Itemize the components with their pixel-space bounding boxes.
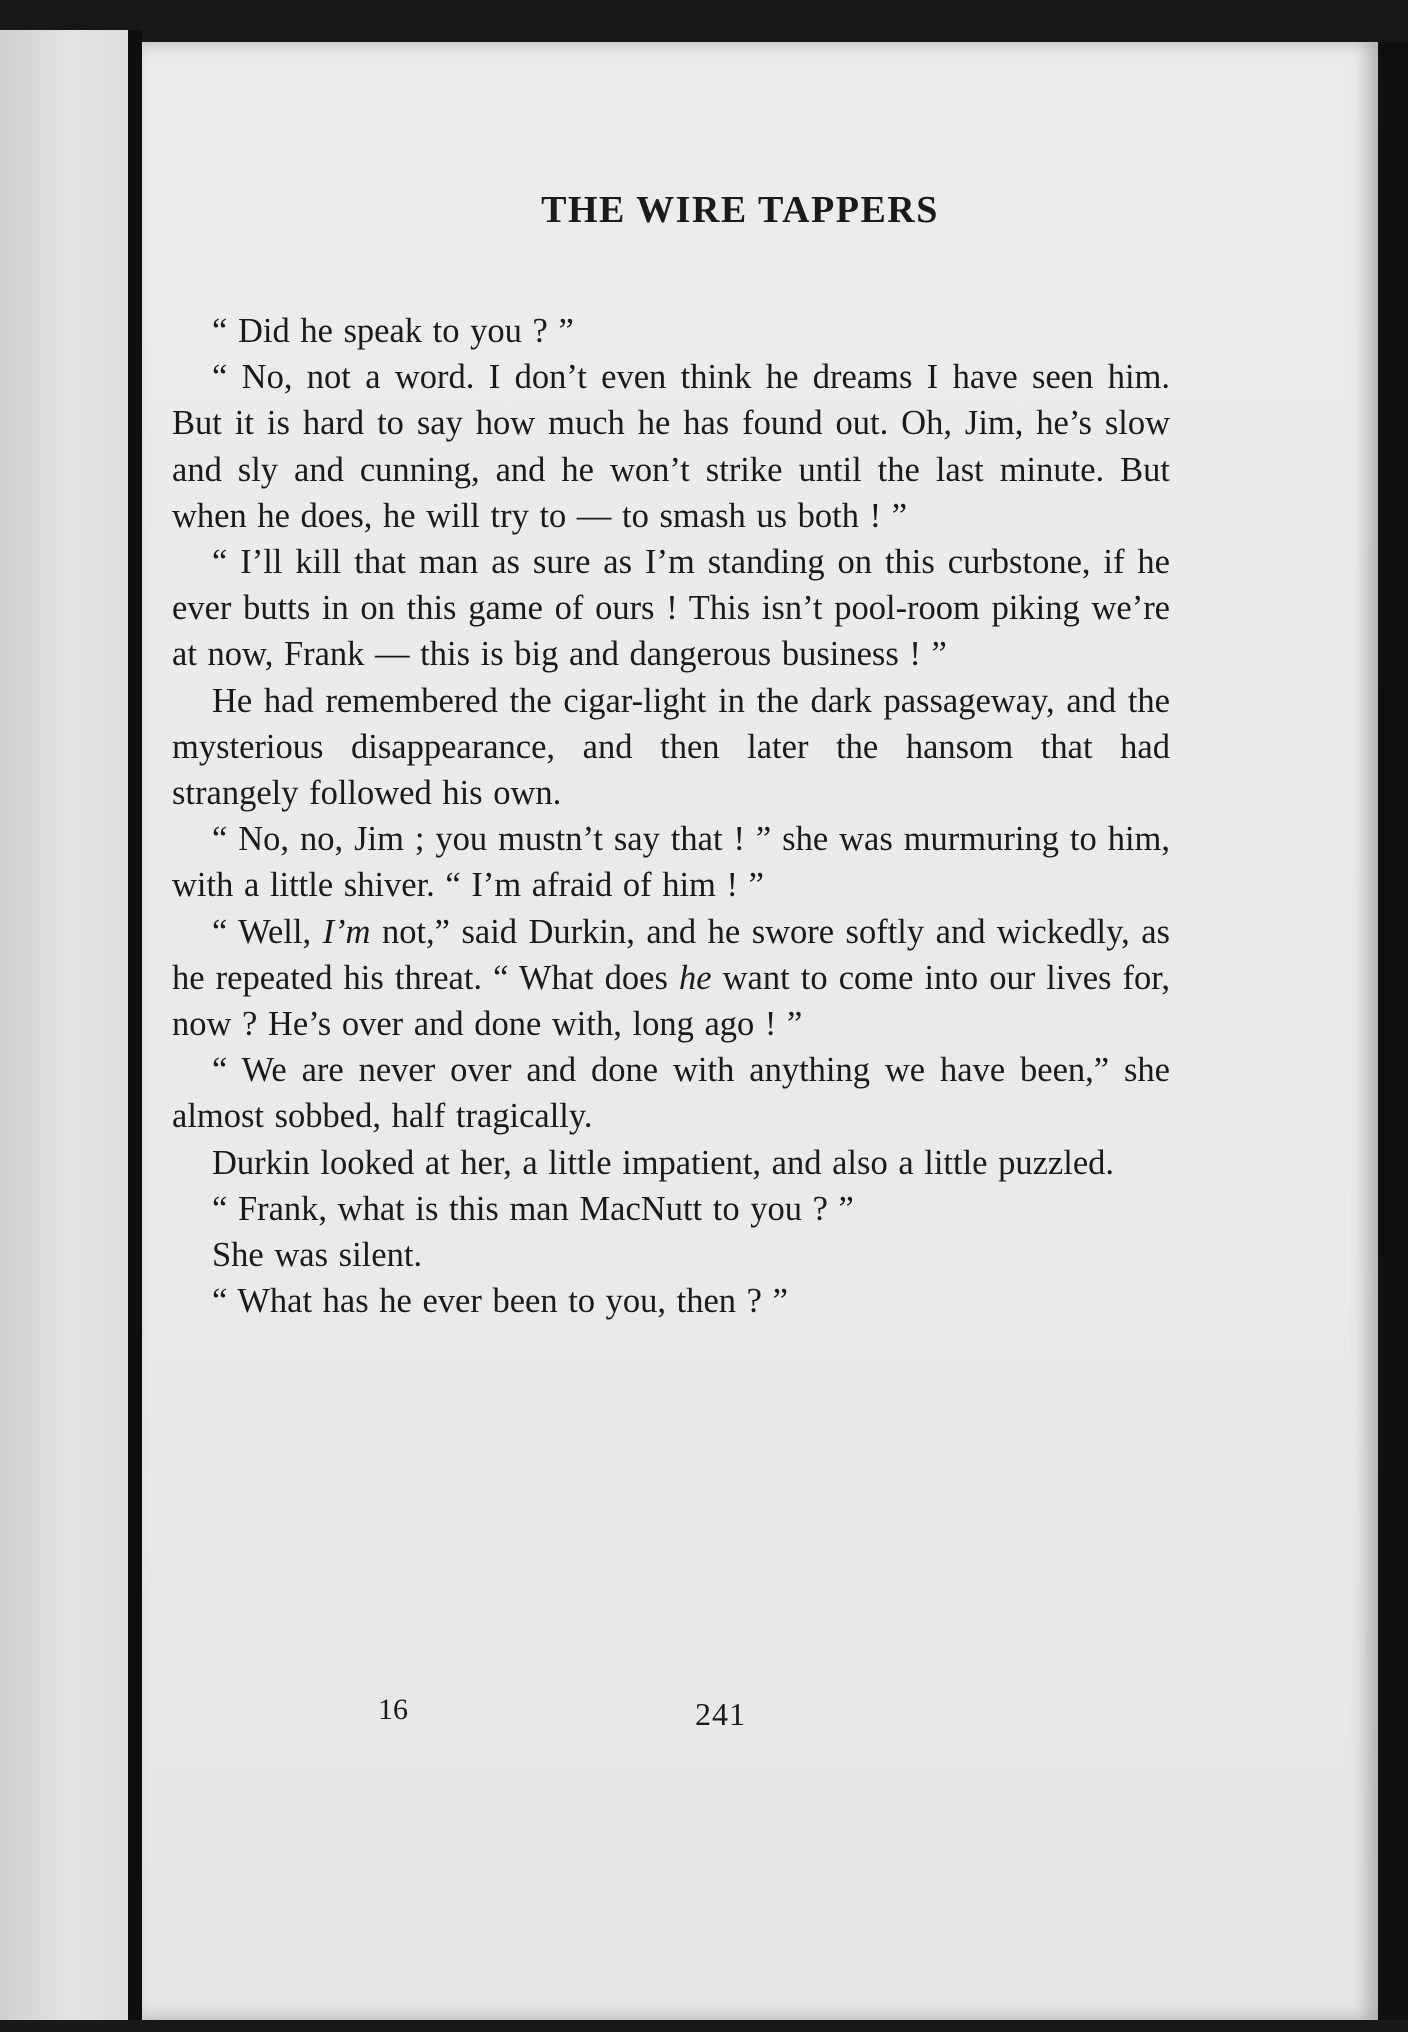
- running-head: THE WIRE TAPPERS: [541, 189, 939, 231]
- paragraph: “ We are never over and done with anything we have been,” she almost sobbed, half tragically.: [172, 1051, 1170, 1136]
- emphasis: he: [678, 958, 712, 997]
- paragraph: “ No, no, Jim ; you mustn’t say that ! ” she was murmuring to him, with a little shiver. “ I’m afraid of him ! ”: [172, 820, 1170, 905]
- paragraph: She was silent.: [212, 1236, 423, 1275]
- paragraph: “ What has he ever been to you, then ? ”: [212, 1282, 788, 1321]
- body-text: [172, 308, 1170, 1324]
- page-number: 241: [695, 1696, 746, 1732]
- paragraph: “ Frank, what is this man MacNutt to you ? ”: [212, 1189, 854, 1228]
- paragraph: He had remembered the cigar-light in the dark passageway, and the mysterious disappearance, and then later the hansom that had strangely followed his own.: [172, 681, 1170, 813]
- scan-border: [1378, 42, 1408, 2020]
- paragraph-text: not,” said Durkin, and he swore softly and wickedly, as he repeated his threat. “ What does: [172, 912, 1170, 997]
- paragraph: [172, 909, 1170, 1048]
- paragraph: Durkin looked at her, a little impatient, and also a little puzzled.: [212, 1143, 1115, 1182]
- paragraph: “ Did he speak to you ? ”: [212, 312, 574, 350]
- paragraph: “ I’ll kill that man as sure as I’m standing on this curbstone, if he ever butts in on this game of ours ! This isn’t pool-room piking we’re at now, Frank — this is big and dangerous business ! ”: [172, 543, 1170, 674]
- book-gutter: [128, 30, 142, 2020]
- signature-mark: 16: [378, 1693, 408, 1726]
- paragraph-text: want to come into our lives for, now ? He’s over and done with, long ago ! ”: [172, 958, 1170, 1044]
- paragraph-text: “ Well,: [212, 912, 323, 951]
- paragraph: “ No, not a word. I don’t even think he dreams I have seen him. But it is hard to say how much he has found out. Oh, Jim, he’s slow and sly and cunning, and he won’t strike until the last minute. But when he does, he will try to — to smash us both ! ”: [172, 358, 1170, 535]
- facing-page-edge: [0, 30, 132, 2020]
- emphasis: I’m: [322, 912, 371, 951]
